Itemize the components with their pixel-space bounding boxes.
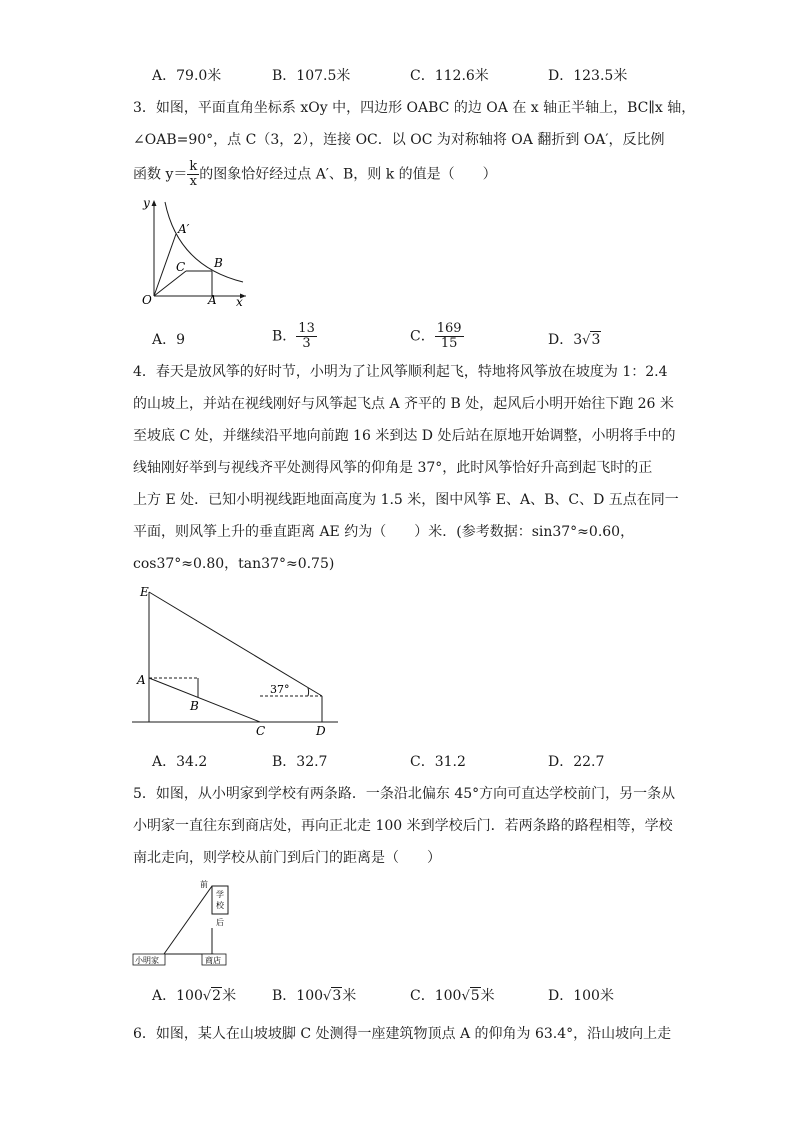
q3-label-x: x	[236, 295, 243, 308]
q5-line-1: 5．如图，从小明家到学校有两条路．一条沿北偏东 45°方向可直达学校前门，另一条从	[133, 786, 676, 802]
q6-line-1: 6．如图，某人在山坡坡脚 C 处测得一座建筑物顶点 A 的仰角为 63.4°，沿山坡向上走	[133, 1026, 672, 1042]
q2-option-a: A．79.0米	[152, 68, 222, 84]
q4-label-angle: 37°	[270, 683, 290, 696]
q4-option-d: D．22.7	[548, 754, 605, 770]
q3-line-1: 3．如图，平面直角坐标系 xOy 中，四边形 OABC 的边 OA 在 x 轴正半轴上，BC∥x 轴，	[133, 100, 696, 116]
q3-label-b: B	[214, 256, 223, 270]
q5-label-school-2: 校	[216, 901, 224, 910]
q4-line-3: 至坡底 C 处，并继续沿平地向前跑 16 米到达 D 处后站在原地开始调整，小明将手中的	[133, 428, 676, 444]
q5-option-d: D．100米	[548, 988, 614, 1004]
q4-line-5: 上方 E 处．已知小明视线距地面高度为 1.5 米，图中风筝 E、A、B、C、D 五点在同一	[133, 492, 679, 508]
q5-line-3: 南北走向，则学校从前门到后门的距离是（ ）	[133, 850, 441, 866]
q3-label-c: C	[176, 260, 186, 274]
q3-line-3: 函数 y＝ $\frac{k}{x}$ 的图象恰好经过点 A′、B，则 k 的值是（ ）	[133, 159, 497, 189]
q4-label-c: C	[256, 724, 266, 738]
q3-fraction: $\frac{k}{x}$	[189, 159, 198, 189]
q5-figure	[132, 878, 236, 970]
q3-label-o: O	[142, 293, 152, 307]
q2-option-c: C．112.6米	[410, 68, 489, 84]
q5-option-a: A．100√2米	[152, 988, 237, 1004]
q4-label-b: B	[190, 699, 199, 713]
q5-option-b: B．100√3米	[272, 988, 357, 1004]
q4-option-b: B．32.7	[272, 754, 328, 770]
q4-figure	[132, 584, 346, 740]
q4-line-1: 4．春天是放风筝的好时节，小明为了让风筝顺利起飞，特地将风筝放在坡度为 1：2.4	[133, 364, 668, 380]
q5-option-c: C．100√5米	[410, 988, 495, 1004]
q4-label-d: D	[316, 724, 326, 738]
q3-label-a: A	[208, 293, 217, 307]
q4-line-6: 平面，则风筝上升的垂直距离 AE 约为（ ）米．(参考数据：sin37°≈0.60，	[133, 524, 635, 540]
q5-label-school-1: 学	[216, 890, 224, 899]
q3-option-d: D．3√3	[548, 332, 601, 348]
q2-option-b: B．107.5米	[272, 68, 351, 84]
q4-option-c: C．31.2	[410, 754, 466, 770]
q2-option-d: D．123.5米	[548, 68, 628, 84]
q4-label-e: E	[140, 585, 149, 599]
q3-line-2: ∠OAB=90°，点 C（3，2），连接 OC．以 OC 为对称轴将 OA 翻折到 OA′，反比例	[133, 132, 665, 148]
q3-label-a-prime: A′	[178, 222, 190, 236]
q3-option-b: B． $\frac{13}{3}$	[272, 321, 315, 351]
q3-option-c: C． $\frac{169}{15}$	[410, 321, 462, 351]
q5-label-front: 前	[200, 880, 208, 889]
q4-option-a: A．34.2	[152, 754, 208, 770]
q3-option-a: A．9	[152, 332, 186, 348]
q4-line-2: 的山坡上，并站在视线刚好与风筝起飞点 A 齐平的 B 处，起风后小明开始往下跑 26 米	[133, 396, 674, 412]
q5-line-2: 小明家一直往东到商店处，再向正北走 100 米到学校后门．若两条路的路程相等，学校	[133, 818, 673, 834]
q4-label-a: A	[137, 673, 146, 687]
q3-figure	[138, 196, 250, 308]
q4-line-4: 线轴刚好举到与视线齐平处测得风筝的仰角是 37°，此时风筝恰好升高到起飞时的正	[133, 460, 653, 476]
q5-label-home: 小明家	[135, 956, 159, 965]
q4-line-7: cos37°≈0.80，tan37°≈0.75)	[133, 556, 335, 572]
q5-label-back: 后	[216, 918, 224, 927]
q5-label-shop: 商店	[205, 956, 221, 965]
q3-label-y: y	[143, 196, 150, 210]
